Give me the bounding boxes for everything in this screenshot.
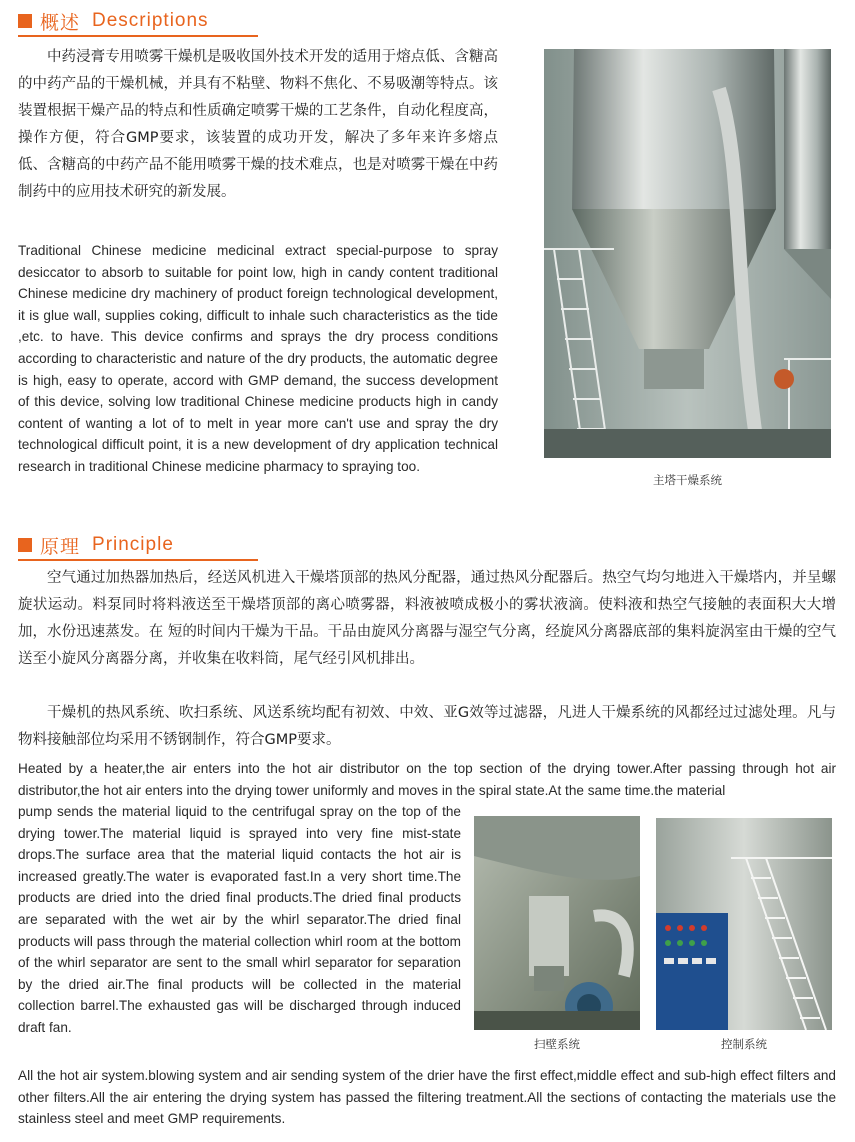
main-tower-photo xyxy=(544,49,831,458)
divider xyxy=(18,35,258,37)
section-principle-title-cn: 原理 xyxy=(40,536,81,558)
sweep-wall-caption: 扫壁系统 xyxy=(534,1037,580,1051)
section-principle-header xyxy=(18,532,258,558)
principle-cn-para2: 干燥机的热风系统、吹扫系统、风送系统均配有初效、中效、亚G效等过滤器，凡进人干燥系统的风都经过过滤处理。凡与物料接触部位均采用不锈钢制作，符合GMP要求。 xyxy=(18,705,836,748)
section-descriptions-title-cn: 概述 xyxy=(40,12,81,34)
control-system-photo xyxy=(656,818,832,1030)
bullet-square-icon xyxy=(18,538,32,552)
descriptions-en-text: Traditional Chinese medicine medicinal extract special-purpose to spray desiccator to absorb to suitable for point low, high in candy content traditional Chinese medicine dry machinery of product foreign technological development, it is glue wall, supplies coking, difficult to inhale such characteristics as the tide ,etc. to have. This device confirms and sprays the dry process conditions according to characteristic and nature of the dry products, the automatic degree is high, easy to operate, accord with GMP demand, the success development of this device, solving low traditional Chinese medicine products high in candy content of wanting a lot of to melt in year more can't use and spray the dry technological difficult point, it is a new development of dry application technical research in traditional Chinese medicine pharmacy to spraying too. xyxy=(18,243,498,474)
main-tower-caption: 主塔干燥系统 xyxy=(653,473,722,487)
section-descriptions-header xyxy=(18,8,258,34)
principle-cn-para1: 空气通过加热器加热后，经送风机进入干燥塔顶部的热风分配器，通过热风分配器后。热空气均匀地进入干燥塔内，并呈螺旋状运动。料泵同时将料液送至干燥塔顶部的离心喷雾器，料液被喷成极小的雾状液滴。使料液和热空气接触的表面积大大增加，水份迅速蒸发。在 短的时间内干燥为干品。干品由旋风分离器与湿空气分离，经旋风分离器底部的集料旋涡室由干燥的空气送至小旋风分离器分离，并收集在收料筒，尾气经引风机排出。 xyxy=(18,570,836,667)
control-system-caption: 控制系统 xyxy=(721,1037,767,1051)
section-principle-title-en: Principle xyxy=(92,534,174,555)
divider xyxy=(18,559,258,561)
principle-en-full: Heated by a heater,the air enters into the hot air distributor on the top section of the drying tower.After passing through hot air distributor,the hot air enters into the drying tower uniformly and moves in the spiral state.At the same time.the material xyxy=(18,761,836,798)
section-descriptions-title-en: Descriptions xyxy=(92,10,209,31)
bullet-square-icon xyxy=(18,14,32,28)
descriptions-cn-text: 中药浸膏专用喷雾干燥机是吸收国外技术开发的适用于熔点低、含糖高的中药产品的干燥机械，并具有不粘壁、物料不焦化、不易吸潮等特点。该装置根据干燥产品的特点和性质确定喷雾干燥的工艺条件，自动化程度高，操作方便，符合GMP要求，该装置的成功开发，解决了多年来许多熔点低、含糖高的中药产品不能用喷雾干燥的技术难点，也是对喷雾干燥在中药制药中的应用技术研究的新发展。 xyxy=(18,49,498,200)
principle-en-left: pump sends the material liquid to the centrifugal spray on the top of the drying tower.The material liquid is sprayed into very fine mist-state drops.The surface area that the material liquid contacts the hot air is increased greatly.The water is evaporated fast.In a very short time.The products are dried into the dried final products.The dried final products are separated with the wet air by the whirl separator.The dried final products will pass through the material collection whirl room at the bottom of the whirl separator are sent to the small whirl separator for separation by the dried air.The final products will be collected in the material collection barrel.The exhausted gas will be discharged through induced draft fan. xyxy=(18,804,461,1035)
sweep-wall-photo xyxy=(474,816,640,1030)
principle-en-bottom: All the hot air system.blowing system and air sending system of the drier have the first effect,middle effect and sub-high effect filters and other filters.All the air entering the drying system has passed the filtering treatment.All the sections of contacting the materials use the stainless steel and meet GMP requirements. xyxy=(18,1068,836,1127)
